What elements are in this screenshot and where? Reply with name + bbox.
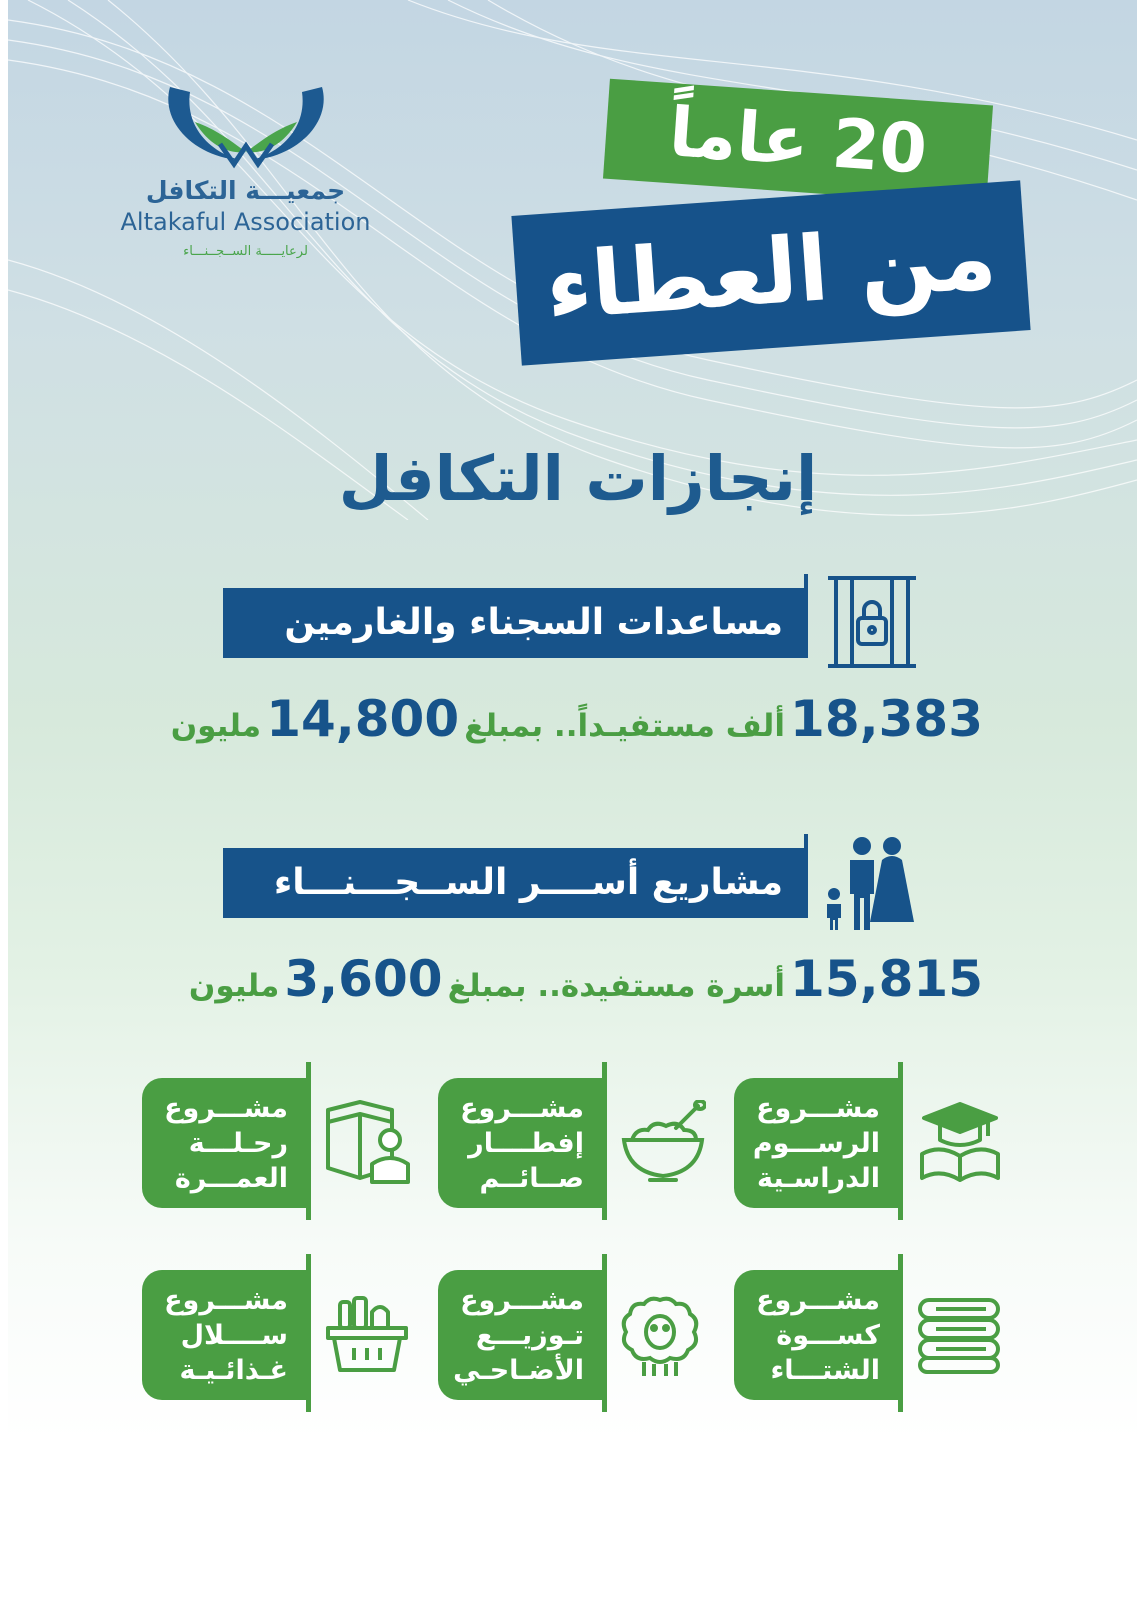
project-card-line: صــائــم xyxy=(479,1163,584,1194)
project-card-line: كســـوة xyxy=(776,1320,880,1351)
project-card-line: الرســـوم xyxy=(752,1128,880,1159)
project-card-winter-clothing xyxy=(734,1270,898,1400)
card-tab xyxy=(306,1062,311,1220)
banner-tab xyxy=(804,834,808,918)
prison-bars-icon xyxy=(826,574,918,670)
logo-name-arabic: جمعيـــة التكافل xyxy=(145,176,346,205)
project-card-line: الدراسـية xyxy=(757,1163,880,1194)
food-basket-icon xyxy=(324,1294,410,1374)
project-card-umrah xyxy=(142,1078,306,1208)
years-banner: 20 عاماً xyxy=(603,79,993,206)
family-icon xyxy=(822,832,922,932)
project-card-line: إفطــــار xyxy=(468,1128,584,1159)
amount-value: 3,600 xyxy=(284,950,443,1008)
kaaba-pilgrim-icon xyxy=(324,1098,412,1184)
page-title: إنجازات التكافل xyxy=(338,442,818,515)
card-tab xyxy=(602,1254,607,1412)
food-bowl-icon xyxy=(620,1100,706,1184)
poster xyxy=(8,0,1137,1600)
card-tab xyxy=(602,1062,607,1220)
sheep-icon xyxy=(620,1294,700,1380)
project-card-food-baskets xyxy=(142,1270,306,1400)
logo-tagline: لرعايـــــة الســجــنـــاء xyxy=(183,244,308,259)
beneficiaries-label: ألف مستفيـداً.. بمبلغ xyxy=(464,708,785,744)
project-card-line: غـذائـيـة xyxy=(179,1355,288,1386)
folded-clothes-icon xyxy=(916,1296,1004,1376)
beneficiaries-count: 18,383 xyxy=(790,690,983,748)
project-card-line: مشـــروع xyxy=(164,1285,288,1316)
amount-value: 14,800 xyxy=(266,690,460,748)
amount-unit: مليون xyxy=(170,708,262,744)
beneficiaries-count: 15,815 xyxy=(790,950,983,1008)
card-tab xyxy=(898,1062,903,1220)
card-tab xyxy=(898,1254,903,1412)
giving-banner: من العطاء xyxy=(511,180,1030,365)
project-card-iftar xyxy=(438,1078,602,1208)
project-card-line: ســــلال xyxy=(180,1320,288,1351)
banner-tab xyxy=(804,574,808,658)
project-card-line: الشتـــاء xyxy=(770,1355,880,1386)
project-card-line: مشـــروع xyxy=(164,1093,288,1124)
project-card-line: مشـــروع xyxy=(460,1093,584,1124)
project-card-sacrifice xyxy=(438,1270,602,1400)
section-banner-family-projects: مشاريع أســــر الســجـــنـــاء xyxy=(223,848,805,918)
section-banner-prisoners-aid: مساعدات السجناء والغارمين xyxy=(223,588,805,658)
project-card-line: مشـــروع xyxy=(756,1093,880,1124)
project-card-line: مشـــروع xyxy=(460,1285,584,1316)
amount-unit: مليون xyxy=(188,968,280,1004)
association-logo xyxy=(100,82,400,177)
project-card-line: تـوزيـــع xyxy=(475,1320,584,1351)
project-card-line: العمـــرة xyxy=(174,1163,288,1194)
beneficiaries-label: أسرة مستفيدة.. بمبلغ xyxy=(447,968,785,1004)
project-card-school-fees xyxy=(734,1078,898,1208)
graduation-book-icon xyxy=(918,1100,1002,1184)
card-tab xyxy=(306,1254,311,1412)
stat-row-family-projects xyxy=(138,950,983,1010)
project-card-line: مشـــروع xyxy=(756,1285,880,1316)
project-card-line: رحـلـــة xyxy=(188,1128,288,1159)
project-card-line: الأضـاحـي xyxy=(453,1355,584,1386)
stat-row-prisoners-aid xyxy=(138,690,983,750)
logo-name-english: Altakaful Association xyxy=(120,208,371,236)
